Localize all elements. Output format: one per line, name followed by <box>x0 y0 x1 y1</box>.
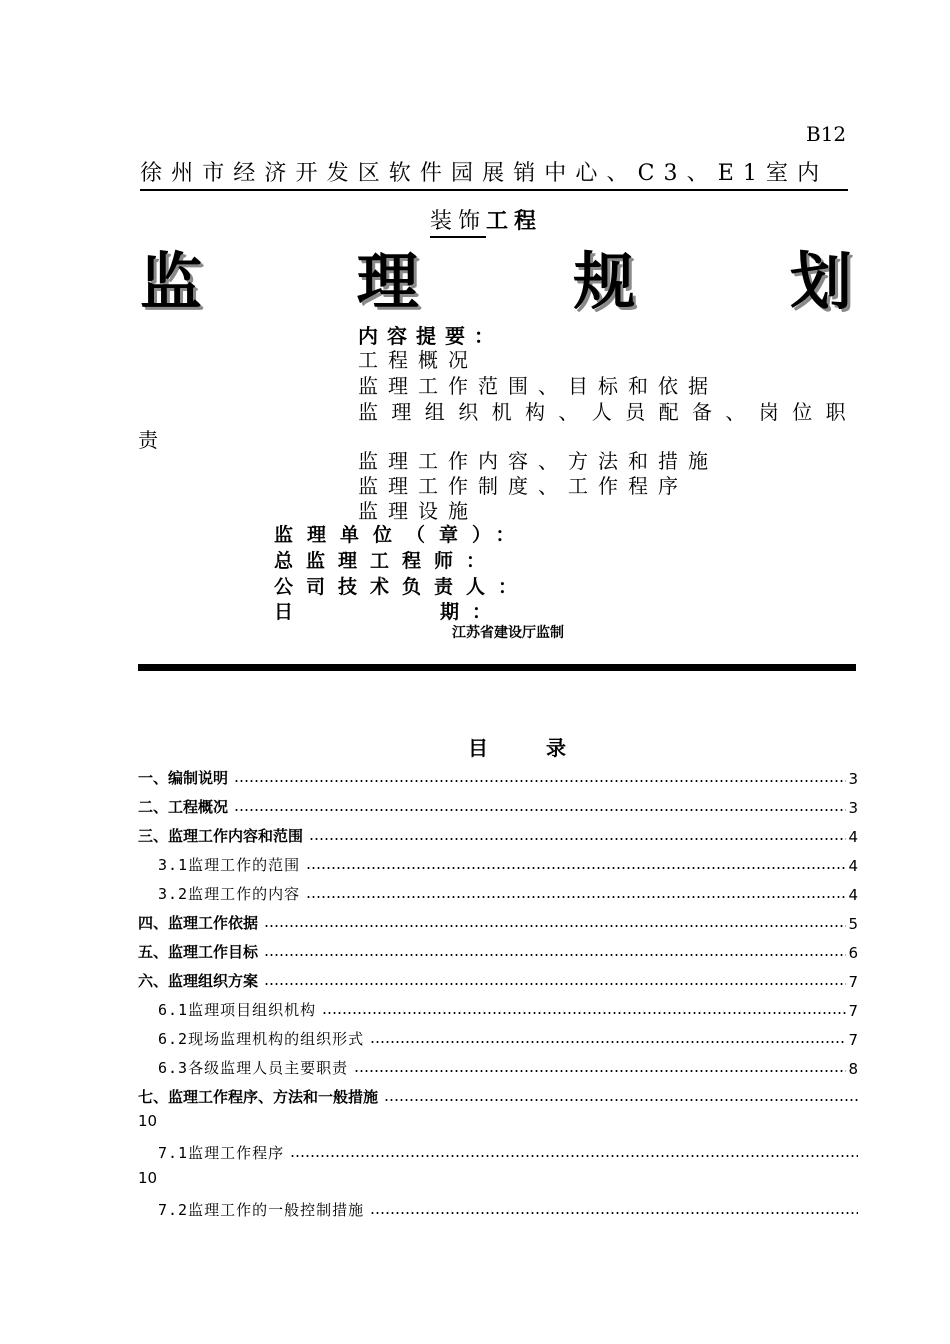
toc-title: 目录 <box>468 736 624 760</box>
toc-entry-page: 10 <box>138 1169 158 1187</box>
chief-engineer-label: 总监理工程师： <box>274 550 499 572</box>
summary-item: 监理组织机构、人员配备、岗位职 <box>358 400 859 424</box>
toc-entry-page: 7 <box>848 1031 858 1049</box>
toc-entry-label: 6.2现场监理机构的组织形式 <box>158 1030 365 1048</box>
toc-leader <box>306 894 846 900</box>
toc-leader <box>234 778 846 784</box>
toc-entry[interactable] <box>138 940 858 962</box>
toc-entry-label: 6.1监理项目组织机构 <box>158 1001 317 1019</box>
toc-entry[interactable] <box>138 1085 858 1107</box>
toc-entry-label: 二、工程概况 <box>138 798 229 816</box>
toc-entry-label: 3.2监理工作的内容 <box>158 885 301 903</box>
toc-entry[interactable] <box>138 969 858 991</box>
summary-item: 工程概况 <box>358 348 478 372</box>
toc-entry-page: 8 <box>848 1060 858 1078</box>
project-name-bold: 工程 <box>486 209 543 234</box>
toc-leader <box>234 807 846 813</box>
toc-entry-label: 7.2监理工作的一般控制措施 <box>158 1201 365 1219</box>
toc-entry-label: 6.3各级监理人员主要职责 <box>158 1059 349 1077</box>
toc-leader <box>384 1097 858 1103</box>
toc-entry-label: 一、编制说明 <box>138 769 229 787</box>
title-char-3: 规 <box>573 245 636 318</box>
toc-entry[interactable] <box>138 853 858 875</box>
toc-entry[interactable] <box>138 795 858 817</box>
toc-leader <box>322 1010 846 1016</box>
summary-item: 监理设施 <box>358 499 478 523</box>
toc-entry-page: 4 <box>848 857 858 875</box>
document-title <box>140 246 852 318</box>
toc-entry[interactable] <box>138 1056 858 1078</box>
summary-item: 监理工作范围、目标和依据 <box>358 374 718 398</box>
toc-entry-page: 4 <box>848 828 858 846</box>
tech-lead-label: 公司技术负责人： <box>274 576 531 598</box>
toc-entry[interactable] <box>138 911 858 933</box>
toc-leader <box>354 1068 846 1074</box>
title-char-1: 监 <box>140 245 203 318</box>
toc-entry[interactable] <box>138 824 858 846</box>
toc-leader <box>306 865 846 871</box>
toc-entry-label: 3.1监理工作的范围 <box>158 856 301 874</box>
date-label-2: 期： <box>440 601 505 623</box>
toc-leader <box>370 1039 846 1045</box>
toc-entry-label: 五、监理工作目标 <box>138 943 259 961</box>
toc-entry-page: 10 <box>138 1112 158 1130</box>
toc-entry-label: 三、监理工作内容和范围 <box>138 827 304 845</box>
summary-heading: 内容提要： <box>358 324 503 348</box>
toc-entry[interactable] <box>138 882 858 904</box>
summary-item: 监理工作内容、方法和措施 <box>358 449 718 473</box>
summary-item-wrap: 责 <box>138 428 158 452</box>
toc-entry[interactable] <box>138 1198 858 1220</box>
toc-entry-page: 7 <box>848 973 858 991</box>
toc-entry-label: 七、监理工作程序、方法和一般措施 <box>138 1088 379 1106</box>
divider-rule <box>138 664 856 671</box>
toc-leader <box>370 1210 858 1216</box>
toc-entry-label: 六、监理组织方案 <box>138 972 259 990</box>
toc-entry[interactable] <box>138 998 858 1020</box>
toc-leader <box>290 1153 858 1159</box>
toc-entry-label: 四、监理工作依据 <box>138 914 259 932</box>
toc-entry[interactable] <box>138 1027 858 1049</box>
title-char-4: 划 <box>789 245 852 318</box>
toc-entry-page: 5 <box>848 915 858 933</box>
toc-entry-page: 6 <box>848 944 858 962</box>
project-name-underlined: 装饰 <box>430 209 486 238</box>
toc-entry-page: 7 <box>848 1002 858 1020</box>
toc-entry-page: 4 <box>848 886 858 904</box>
toc-entry[interactable] <box>138 1141 858 1163</box>
summary-item: 监理工作制度、工作程序 <box>358 474 688 498</box>
toc-entry[interactable] <box>138 766 858 788</box>
supervised-by: 江苏省建设厅监制 <box>452 625 564 641</box>
project-name-line2 <box>430 204 542 235</box>
toc-leader <box>264 923 846 929</box>
toc-entry-page: 3 <box>848 770 858 788</box>
toc-leader <box>264 952 846 958</box>
supervision-unit-label: 监理单位（章）： <box>274 524 529 546</box>
project-name-line1: 徐州市经济开发区软件园展销中心、C3、E1室内 <box>140 156 848 191</box>
toc-leader <box>264 981 846 987</box>
toc-leader <box>309 836 846 842</box>
title-char-2: 理 <box>356 245 419 318</box>
document-code: B12 <box>806 122 847 146</box>
toc-entry-label: 7.1监理工作程序 <box>158 1144 285 1162</box>
date-label-1: 日 <box>274 601 307 623</box>
toc-entry-page: 3 <box>848 799 858 817</box>
